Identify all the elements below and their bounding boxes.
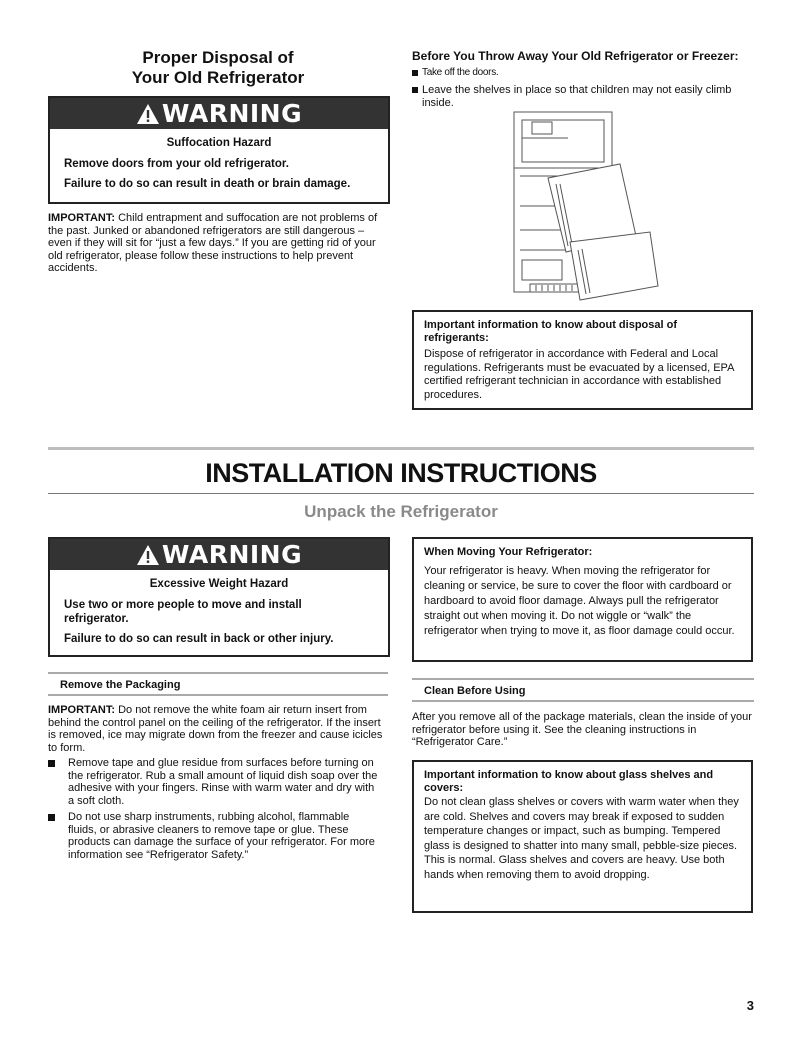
refrigerator-doors-removed-illustration <box>508 110 668 306</box>
page-number: 3 <box>746 998 754 1013</box>
disposal-title-line1: Proper Disposal of <box>142 48 294 67</box>
unpack-subtitle: Unpack the Refrigerator <box>304 502 498 521</box>
section-divider-bottom <box>48 493 754 494</box>
important-text: Child entrapment and suffocation are not problems of the past. Junked or abandoned refrigerators are still dangerous – even if they will sit for “just a few days.” If you are getting rid of your old refrigerator, please follow these instructions to help prevent accidents. <box>48 212 378 274</box>
bullet-square-icon <box>48 814 55 821</box>
warning-label: WARNING <box>161 540 303 569</box>
warning-line-1: Remove doors from your old refrigerator. <box>64 158 289 170</box>
remove-packaging-heading <box>48 672 388 696</box>
warning-label: WARNING <box>161 99 303 128</box>
warning-hazard: Suffocation Hazard <box>166 137 272 149</box>
warning-triangle-icon <box>136 103 160 125</box>
moving-body: Your refrigerator is heavy. When moving the refrigerator for cleaning or service, be sure to cover the floor with cardboard or hardboard to avoid floor damage. Always pull the refrigerator straight out when moving it. Do not wiggle or “walk” the refrigerator when trying to move it, as floor damage could occur. <box>424 565 735 637</box>
moving-title: When Moving Your Refrigerator: <box>424 546 593 558</box>
remove-packaging-label: Remove the Packaging <box>60 679 181 691</box>
warning-line-1: Use two or more people to move and install refrigerator. <box>64 599 302 625</box>
disposal-title <box>48 48 388 88</box>
bullet-square-icon <box>48 760 55 767</box>
warning-line-2: Failure to do so can result in back or other injury. <box>64 633 334 645</box>
glass-body: Do not clean glass shelves or covers with warm water when they are cold. Shelves and covers may break if exposed to sudden temperature changes or impact, such as bumping. Tempered glass is designed to shatter into many small, pebble-size pieces. This is normal. Glass shelves and covers are heavy. Use both hands when removing them to avoid dropping. <box>424 796 739 881</box>
clean-before-label: Clean Before Using <box>424 685 526 697</box>
bullet-square-icon <box>412 87 418 93</box>
refrigerants-info-box <box>412 310 753 410</box>
important-label: IMPORTANT: <box>48 212 116 224</box>
clean-before-paragraph: After you remove all of the package materials, clean the inside of your refrigerator before using it. See the cleaning instructions in “Refrigerator Care.” <box>412 711 752 748</box>
moving-info-box <box>412 537 753 662</box>
suffocation-warning-box <box>48 96 390 204</box>
installation-title: INSTALLATION INSTRUCTIONS <box>205 458 597 488</box>
glass-shelves-info-box <box>412 760 753 913</box>
packaging-bullet-1: Remove tape and glue residue from surfaces before turning on the refrigerator. Rub a small amount of liquid dish soap over the adhesive with your fingers. Rinse with warm water and dry with a soft cloth. <box>48 757 378 807</box>
glass-title: Important information to know about glass shelves and covers: <box>424 769 714 794</box>
clean-before-heading <box>412 678 754 702</box>
packaging-important-paragraph <box>48 704 390 754</box>
warning-line-2: Failure to do so can result in death or brain damage. <box>64 178 351 190</box>
bullet-square-icon <box>412 70 418 76</box>
warning-banner <box>50 98 388 129</box>
warning-triangle-icon <box>136 544 160 566</box>
before-throw-bullet-2: Leave the shelves in place so that children may not easily climb inside. <box>412 84 742 109</box>
important-label: IMPORTANT: <box>48 704 116 716</box>
warning-hazard: Excessive Weight Hazard <box>149 578 289 590</box>
before-throw-bullet-1: Take off the doors. <box>412 67 752 80</box>
before-throw-title: Before You Throw Away Your Old Refrigerator or Freezer: <box>412 49 739 63</box>
warning-banner <box>50 539 388 570</box>
weight-warning-box <box>48 537 390 657</box>
section-divider-top <box>48 447 754 450</box>
refrigerants-body: Dispose of refrigerator in accordance with Federal and Local regulations. Refrigerants must be evacuated by a licensed, EPA certified refrigerant technician in accordance with established procedures. <box>424 348 734 401</box>
disposal-title-line2: Your Old Refrigerator <box>131 68 305 87</box>
disposal-important-paragraph <box>48 212 388 275</box>
important-text: Do not remove the white foam air return insert from behind the control panel on the ceiling of the refrigerator. If the insert is removed, ice may migrate down from the freezer and cause icicles to form. <box>48 704 383 754</box>
packaging-bullet-2: Do not use sharp instruments, rubbing alcohol, flammable fluids, or abrasive cleaners to remove tape or glue. These products can damage the surface of your refrigerator. For more information see “Refrigerator Safety.” <box>48 811 378 861</box>
refrigerants-title: Important information to know about disposal of refrigerants: <box>424 319 677 344</box>
